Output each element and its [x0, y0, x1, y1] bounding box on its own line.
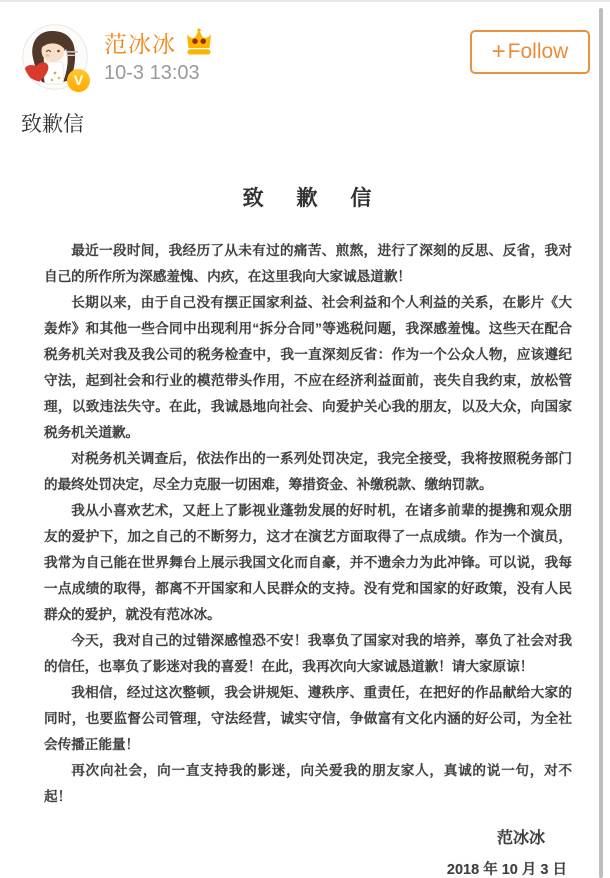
- timestamp: 10-3 13:03: [104, 62, 200, 84]
- plus-icon: +: [491, 38, 506, 65]
- verified-letter: V: [73, 72, 84, 88]
- avatar[interactable]: [22, 24, 88, 90]
- follow-button[interactable]: [470, 30, 590, 74]
- letter-title: 致 歉 信: [242, 187, 374, 210]
- letter-signature: 范冰冰: [496, 830, 545, 847]
- letter-paragraph-5: 今天，我对自己的过错深感惶恐不安！我辜负了国家对我的培养，辜负了社会对我的信任，也辜负了影迷对我的喜爱！在此，我再次向大家诚恳道歉！请大家原谅！: [44, 633, 572, 674]
- letter-paragraph-4: 我从小喜欢艺术，又赶上了影视业蓬勃发展的好时机，在诸多前辈的提携和观众朋友的爱护下，加之自己的不断努力，这才在演艺方面取得了一点成绩。作为一个演员，我常为自己能在世界舞台上展示我国文化而自豪，并不遗余力为此冲锋。可以说，我每一点成绩的取得，都离不开国家和人民群众的支持。没有党和国家的好政策，没有人民群众的爱护，就没有范冰冰。: [44, 503, 572, 622]
- letter-date: 2018 年 10 月 3 日: [446, 862, 567, 878]
- apology-letter-image[interactable]: [44, 182, 572, 878]
- post-header: [0, 2, 610, 104]
- scrollbar[interactable]: [599, 8, 603, 878]
- letter-paragraph-7: 再次向社会，向一直支持我的影迷，向关爱我的朋友家人，真诚的说一句，对不起！: [44, 763, 572, 804]
- vip-crown-icon: [184, 28, 214, 55]
- follow-button-label: Follow: [507, 40, 569, 63]
- letter-paragraph-1: 最近一段时间，我经历了从未有过的痛苦、煎熬，进行了深刻的反思、反省，我对自己的所作所为深感羞愧、内疚，在这里我向大家诚恳道歉！: [44, 243, 572, 284]
- letter-paragraph-6: 我相信，经过这次整顿，我会讲规矩、遵秩序、重责任，在把好的作品献给大家的同时，也要监督公司管理，守法经营，诚实守信，争做富有文化内涵的好公司，为全社会传播正能量！: [44, 685, 572, 752]
- letter-paragraph-2: 长期以来，由于自己没有摆正国家利益、社会利益和个人利益的关系，在影片《大轰炸》和其他一些合同中出现利用“拆分合同”等逃税问题，我深感羞愧。这些天在配合税务机关对我及我公司的税务检查中，我一直深刻反省：作为一个公众人物，应该遵纪守法，起到社会和行业的模范带头作用，不应在经济利益面前，丧失自我约束，放松管理，以致违法失守。在此，我诚恳地向社会、向爱护关心我的朋友，以及大众，向国家税务机关道歉。: [44, 295, 572, 440]
- verified-v-badge-icon: [67, 69, 90, 92]
- letter-paragraph-3: 对税务机关调查后，依法作出的一系列处罚决定，我完全接受，我将按照税务部门的最终处罚决定，尽全力克服一切困难，筹措资金、补缴税款、缴纳罚款。: [44, 451, 572, 492]
- post-text: 致歉信: [21, 113, 84, 136]
- username[interactable]: 范冰冰: [104, 31, 176, 57]
